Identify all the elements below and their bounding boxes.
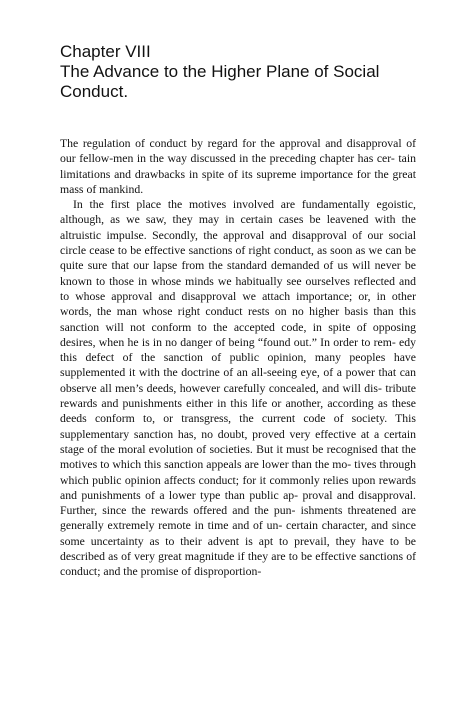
chapter-title-line-1: The Advance to the Higher Plane of Social [60, 62, 380, 81]
body-paragraph-1: The regulation of conduct by regard for the approval and disapproval of our fellow-men in the way discussed in the preceding chapter has cer- tain limitations and drawbacks in spite of its supreme importance for the great mass of mankind. [60, 137, 416, 196]
chapter-body [60, 136, 416, 580]
body-paragraph-2: In the first place the motives involved are fundamentally egoistic, although, as we saw, they may in certain cases be leavened with the altruistic impulse. Secondly, the approval and disapproval of our social circle cease to be effective sanctions of right conduct, as soon as we can be quite sure that our lapse from the standard demanded of us will never be known to those in whose minds we habitually see ourselves reflected and to whose approval and disapproval we attach importance; or, in other words, the man whose right conduct rests on no higher basis than this sanction will not conform to the accepted code, in spite of opposing desires, when he is in no danger of being “found out.” In order to rem- edy this defect of the sanction of public opinion, many peoples have supplemented it with the doctrine of an all-seeing eye, of a power that can observe all men’s deeds, however carefully concealed, and will dis- tribute rewards and punishments either in this life or another, according as these deeds conform to, or transgress, the current code of society. This supplementary sanction has, no doubt, proved very effective at a certain stage of the moral evolution of societies. But it must be recognised that the motives to which this sanction appeals are lower than the mo- tives through which public opinion affects conduct; for it commonly relies upon rewards and punishments of a lower type than public ap- proval and disapproval. Further, since the rewards offered and the pun- ishments threatened are generally extremely remote in time and of un- certain character, and since some uncertainty as to their advent is apt to prevail, they have to be described as of very great magnitude if they are to be effective sanctions of conduct; and the promise of disproportion- [60, 198, 416, 579]
chapter-number: Chapter VIII [60, 42, 151, 61]
chapter-heading [60, 42, 420, 102]
chapter-title-line-2: Conduct. [60, 82, 129, 101]
